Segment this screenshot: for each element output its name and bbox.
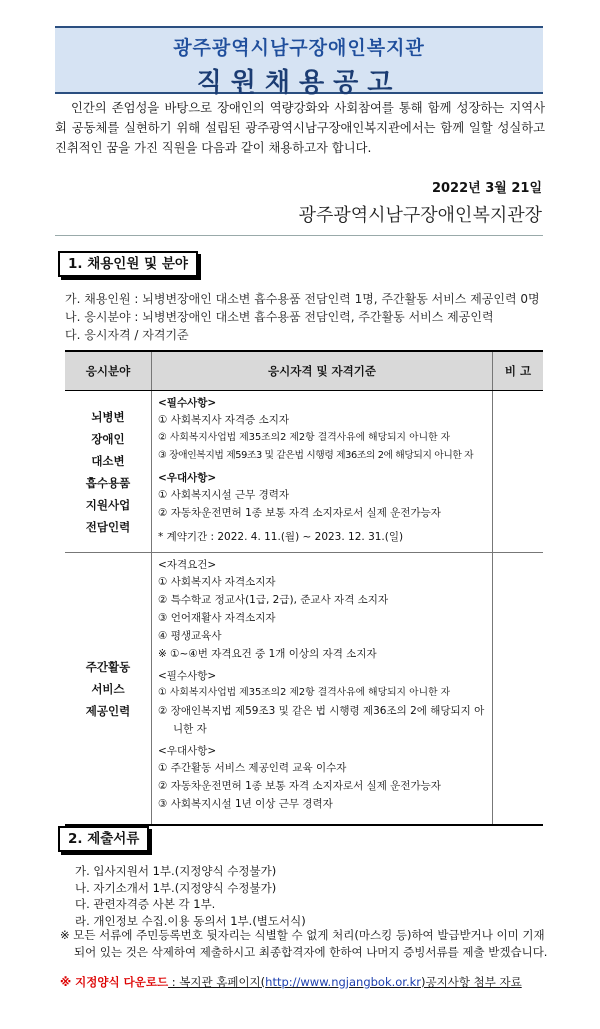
- col-header-note: 비 고: [493, 351, 544, 391]
- list-item: ④ 평생교육사: [158, 630, 222, 642]
- list-item: ① 사회복지사 자격소지자: [158, 576, 276, 588]
- list-item: ② 자동차운전면허 1종 보통 자격 소지자로서 실제 운전가능자: [158, 780, 441, 792]
- document-list: [75, 863, 306, 929]
- group-title: <우대사항>: [158, 472, 217, 484]
- note-cell: [493, 553, 544, 826]
- section-1-heading: 1. 채용인원 및 분야: [58, 251, 198, 277]
- homepage-link[interactable]: http://www.ngjangbok.or.kr: [265, 975, 422, 989]
- list-item: ※ ①~④번 자격요건 중 1개 이상의 자격 소지자: [158, 648, 377, 660]
- list-item: ③ 언어재활사 자격소지자: [158, 612, 276, 624]
- download-notice: ※ 지정양식 다운로드 : 복지관 홈페이지(http://www.ngjangbok.or.kr)공지사항 첨부 자료: [60, 975, 522, 989]
- download-label: ※ 지정양식 다운로드: [60, 975, 169, 989]
- field-cell: 주간활동 서비스 제공인력: [65, 553, 152, 826]
- list-item: ③ 장애인복지법 제59조3 및 같은법 시행령 제36조의 2에 해당되지 아니한 자: [158, 450, 474, 461]
- field-cell: 뇌병변 장애인 대소변 흡수용품 지원사업 전담인력: [65, 391, 152, 553]
- qualification-table: [65, 350, 543, 826]
- note-cell: [493, 391, 544, 553]
- notice-date: 2022년 3월 21일: [431, 181, 542, 196]
- item-apply-field: 나. 응시분야 : 뇌병변장애인 대소변 흡수용품 전담인력, 주간활동 서비스 제공인력: [65, 310, 494, 324]
- group-title: <필수사항>: [158, 397, 217, 409]
- criteria-cell: [152, 391, 493, 553]
- list-item: 라. 개인정보 수집.이용 동의서 1부.(별도서식): [75, 913, 306, 928]
- intro-paragraph: 인간의 존엄성을 바탕으로 장애인의 역량강화와 사회참여를 통해 함께 성장하는 지역사회 공동체를 실현하기 위해 설립된 광주광역시남구장애인복지관에서는 함께 일할 성실하고 진취적인 꿈을 가진 직원을 다음과 같이 채용하고자 합니다.: [55, 101, 545, 155]
- list-item: ① 사회복지시설 근무 경력자: [158, 489, 289, 501]
- page-title: 직원채용공고: [196, 68, 402, 98]
- criteria-cell: [152, 553, 493, 826]
- list-item: ① 주간활동 서비스 제공인력 교육 이수자: [158, 762, 347, 774]
- list-item: ① 사회복지사 자격증 소지자: [158, 414, 289, 426]
- item-recruit-count: 가. 채용인원 : 뇌병변장애인 대소변 흡수용품 전담인력 1명, 주간활동 서비스 제공인력 0명: [65, 292, 540, 306]
- list-item: ① 사회복지사업법 제35조의2 제2항 결격사유에 해당되지 아니한 자: [158, 687, 451, 698]
- divider: [55, 235, 543, 236]
- list-item: 다. 관련자격증 사본 각 1부.: [75, 897, 216, 911]
- contract-period: * 계약기간 : 2022. 4. 11.(월) ~ 2023. 12. 31.(일): [158, 531, 404, 543]
- col-header-criteria: 응시자격 및 자격기준: [152, 351, 493, 391]
- section-2-heading: 2. 제출서류: [58, 826, 149, 852]
- masking-notice: ※ 모든 서류에 주민등록번호 뒷자리는 식별할 수 없게 처리(마스킹 등)하여 발급받거나 이미 기재되어 있는 것은 삭제하여 제출하시고 최종합격자에 한하여 나머지 증빙서류를 제출 받겠습니다.: [60, 928, 548, 959]
- list-item: ② 사회복지사업법 제35조의2 제2항 결격사유에 해당되지 아니한 자: [158, 432, 451, 443]
- list-item: ② 자동차운전면허 1종 보통 자격 소지자로서 실제 운전가능자: [158, 507, 441, 519]
- signer: 광주광역시남구장애인복지관장: [298, 205, 542, 226]
- list-item: ③ 사회복지시설 1년 이상 근무 경력자: [158, 798, 333, 810]
- title-banner: [55, 26, 543, 98]
- list-item: ② 특수학교 정교사(1급, 2급), 준교사 자격 소지자: [158, 594, 389, 606]
- group-title: <자격요건>: [158, 559, 217, 571]
- list-item: ② 장애인복지법 제59조3 및 같은 법 시행령 제36조의 2에 해당되지 아니한 자: [158, 705, 485, 735]
- group-title: <우대사항>: [158, 745, 217, 757]
- col-header-field: 응시분야: [65, 351, 152, 391]
- list-item: 가. 입사지원서 1부.(지정양식 수정불가): [75, 864, 277, 878]
- org-title: 광주광역시남구장애인복지관: [173, 37, 425, 59]
- table-row: [65, 391, 543, 553]
- item-qualification: 다. 응시자격 / 자격기준: [65, 328, 189, 342]
- table-row: [65, 553, 543, 826]
- list-item: 나. 자기소개서 1부.(지정양식 수정불가): [75, 880, 277, 895]
- group-title: <필수사항>: [158, 670, 217, 682]
